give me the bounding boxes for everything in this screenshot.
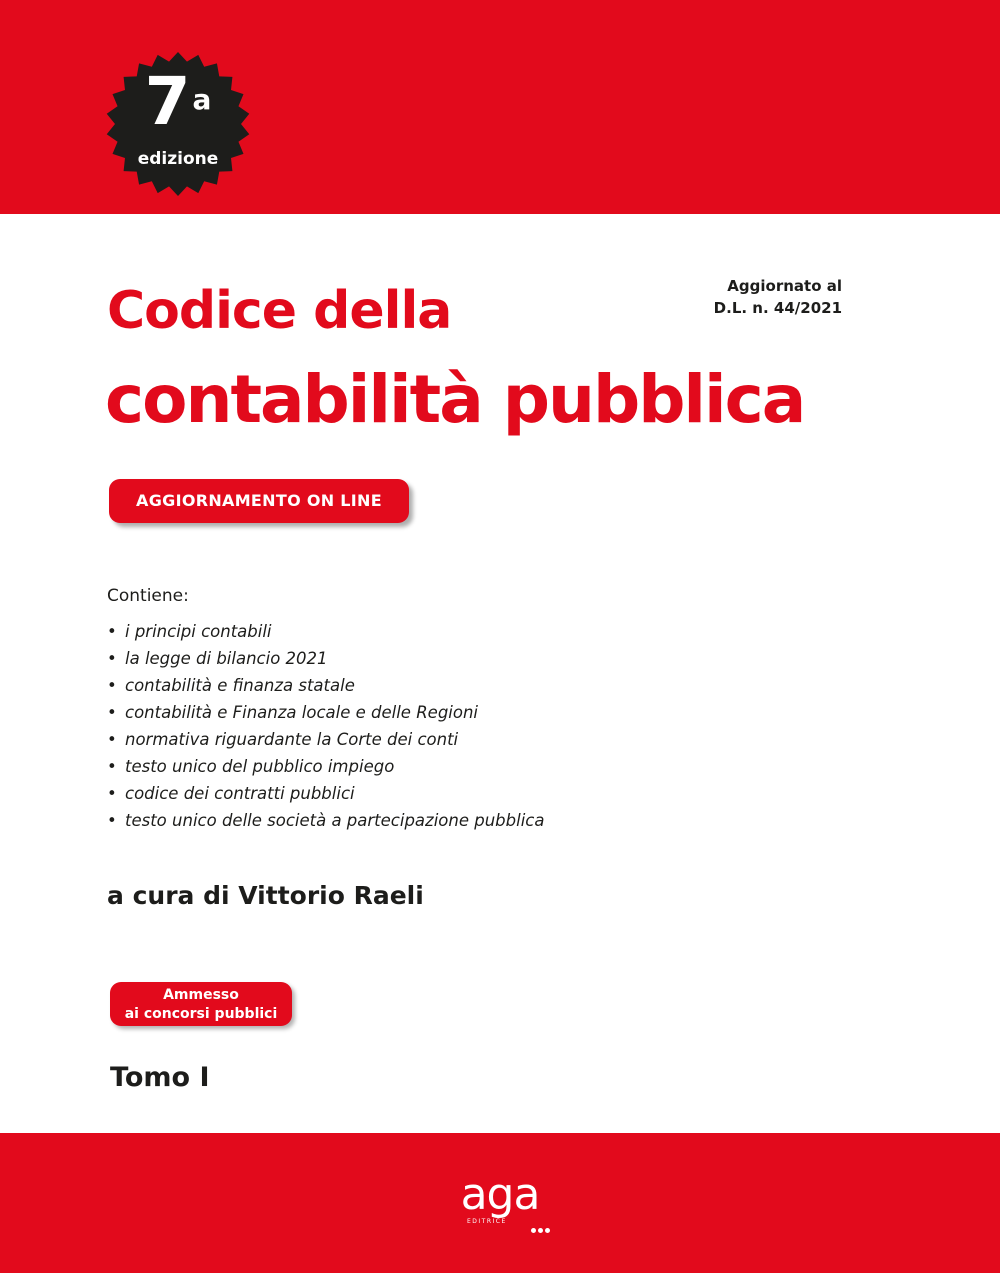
bullet-icon: • (107, 703, 117, 722)
bullet-icon: • (107, 676, 117, 695)
book-title-line2: contabilità pubblica (105, 361, 805, 438)
list-item-text: contabilità e finanza statale (125, 676, 355, 695)
logo-dots-icon (531, 1218, 555, 1226)
list-item (107, 672, 544, 699)
list-item-text: codice dei contratti pubblici (125, 784, 355, 803)
bullet-icon: • (107, 622, 117, 641)
list-item (107, 780, 544, 807)
update-note-line2: D.L. n. 44/2021 (713, 299, 842, 317)
list-item-text: testo unico delle società a partecipazione pubblica (125, 811, 545, 830)
contest-badge (110, 982, 292, 1026)
contents-list (107, 618, 544, 834)
list-item (107, 699, 544, 726)
list-item (107, 753, 544, 780)
online-update-badge: AGGIORNAMENTO ON LINE (109, 479, 409, 523)
list-item-text: contabilità e Finanza locale e delle Regioni (125, 703, 479, 722)
bullet-icon: • (107, 649, 117, 668)
list-item-text: normativa riguardante la Corte dei conti (125, 730, 459, 749)
contents-heading: Contiene: (107, 586, 189, 606)
update-note (714, 275, 842, 319)
editor-credit: a cura di Vittorio Raeli (107, 881, 424, 910)
edition-number-value: 7 (144, 63, 191, 140)
list-item-text: i principi contabili (125, 622, 272, 641)
edition-badge (106, 52, 250, 196)
contest-badge-line2: ai concorsi pubblici (124, 1006, 278, 1022)
update-note-line1: Aggiornato al (727, 277, 842, 295)
list-item-text: testo unico del pubblico impiego (125, 757, 395, 776)
book-title-line1: Codice della (107, 281, 452, 341)
list-item-text: la legge di bilancio 2021 (125, 649, 328, 668)
aga-editrice-logo (445, 1169, 560, 1234)
logo-wordmark: aga (460, 1169, 540, 1220)
bullet-icon: • (107, 757, 117, 776)
list-item (107, 807, 544, 834)
edition-ordinal: a (192, 83, 212, 116)
list-item (107, 726, 544, 753)
volume-label: Tomo I (110, 1062, 210, 1093)
bullet-icon: • (107, 730, 117, 749)
contest-badge-line1: Ammesso (163, 987, 239, 1003)
edition-label: edizione (137, 149, 219, 169)
logo-subtitle: EDITRICE (467, 1218, 507, 1225)
bullet-icon: • (107, 811, 117, 830)
edition-number (106, 63, 250, 140)
list-item (107, 645, 544, 672)
bullet-icon: • (107, 784, 117, 803)
list-item (107, 618, 544, 645)
